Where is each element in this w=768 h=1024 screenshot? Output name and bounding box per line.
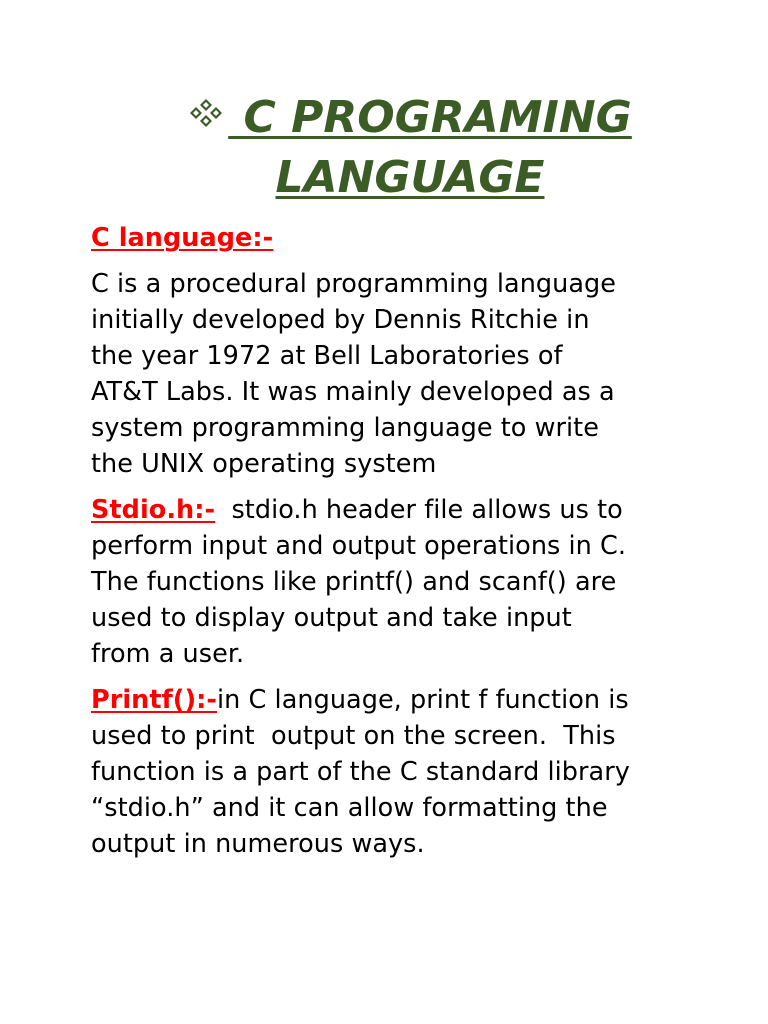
section-paragraph-printf: [91, 682, 691, 862]
paragraph-line-rest: in C language, print f function is: [217, 685, 629, 715]
paragraph-line: output in numerous ways.: [91, 829, 425, 859]
paragraph-first-line: [91, 682, 691, 718]
paragraph-line: the UNIX operating system: [91, 449, 437, 479]
section-paragraph-c-language: [91, 266, 691, 482]
paragraph-line: function is a part of the C standard library: [91, 757, 630, 787]
section-paragraph-stdio: [91, 492, 691, 672]
paragraph-line: The functions like printf() and scanf() are: [91, 567, 617, 597]
paragraph-line: the year 1972 at Bell Laboratories of: [91, 341, 563, 371]
title-text-line-2: LANGUAGE: [275, 152, 545, 203]
paragraph-line: perform input and output operations in C.: [91, 531, 627, 561]
section-heading-stdio: Stdio.h:-: [91, 495, 216, 525]
section-heading-c-language: C language:-: [91, 223, 274, 253]
paragraph-line: AT&T Labs. It was mainly developed as a: [91, 377, 615, 407]
title-text-line-1: C PROGRAMING: [228, 92, 632, 143]
paragraph-line: used to display output and take input: [91, 603, 572, 633]
paragraph-line: “stdio.h” and it can allow formatting the: [91, 793, 608, 823]
paragraph-line: from a user.: [91, 639, 245, 669]
paragraph-line: system programming language to write: [91, 413, 599, 443]
document-body: [91, 220, 691, 872]
paragraph-first-line: [91, 492, 691, 528]
four-diamond-bullet-icon: [188, 98, 224, 128]
page-title: [130, 88, 690, 208]
title-line-2: [130, 148, 690, 208]
title-line-1: [130, 88, 690, 148]
paragraph-line: initially developed by Dennis Ritchie in: [91, 305, 590, 335]
paragraph-line: used to print output on the screen. This: [91, 721, 616, 751]
paragraph-line-rest: stdio.h header file allows us to: [215, 495, 623, 525]
section-heading-printf: Printf():-: [91, 685, 218, 715]
paragraph-line: C is a procedural programming language: [91, 269, 617, 299]
